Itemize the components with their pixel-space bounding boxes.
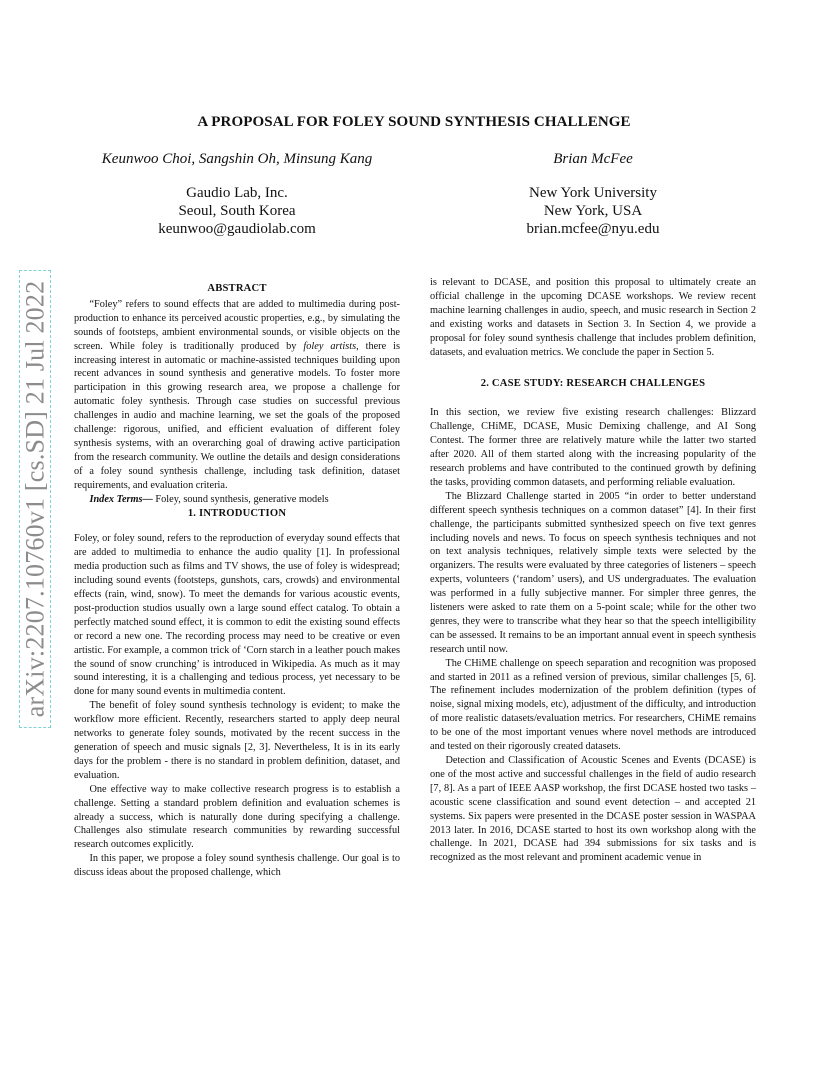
affiliation-line: New York University [529,185,657,201]
author-names: Brian McFee [553,151,633,167]
paragraph: Detection and Classification of Acoustic Scenes and Events (DCASE) is one of the most active and successful challenges in the field of audio research [7, 8]. As a part of IEEE AASP workshop, the first DCASE hosted two tasks – acoustic scene classification and sound event detection – and accepted 21 systems. Six papers were presented in the DCASE poster session in WASPAA 2013 later. In 2016, DCASE started to host its own workshop along with the challenge. In 2021, DCASE had 394 submissions for six tasks and is recognized as the most relevant and prominent academic venue in [430,755,756,864]
abstract-heading: ABSTRACT [207,283,267,294]
paragraph: One effective way to make collective research progress is to establish a challenge. Setting a standard problem definition and evaluation schemes is already a success, which is naturally done during specifying a challenge. Challenges also stimulate research communities by rewarding successful research outcomes explicitly. [74,783,400,851]
paragraph: The Blizzard Challenge started in 2005 “in order to better understand different speech synthesis techniques on a common dataset” [4]. In their first challenge, the participants submitted synthesized speech on five text genres including novels and news. To focus on speech synthesis techniques and not on text analysis techniques, relatively simple texts were selected by the organizers. The results were evaluated by three categories of listeners – speech experts, volunteers (‘random’ users), and US undergraduates. The evaluation was performed in a fully subjective manner. For simpler three genres, the listeners were asked to rate them on a 5-point scale; while for the other two genres, they were to transcribe what they hear so that the speech intelligibility can be assessed. It remains to be an important annual event in speech synthesis research until now. [430,490,756,655]
paragraph: is relevant to DCASE, and position this proposal to ultimately create an official challenge in the upcoming DCASE workshops. We review recent machine learning challenges in audio, speech, and music research in Section 2 and existing works and datasets in Section 3. In Section 4, we provide a proposal for foley sound synthesis challenge that includes problem definition, datasets, and evaluation metrics. We conclude the paper in Section 5. [430,277,756,358]
index-terms-text: Foley, sound synthesis, generative models [152,493,329,505]
paragraph: The benefit of foley sound synthesis technology is evident; to make the workflow more efficient. Recently, researchers started to apply deep neural networks to generate foley sounds, motivated by the recent success in the generation of speech and music signals [2, 3]. Nevertheless, It is in its early days for the problem - there is no standard in problem definition, dataset, and evaluation. [74,700,400,781]
paragraph: In this paper, we propose a foley sound synthesis challenge. Our goal is to discuss ideas about the proposed challenge, which [74,853,400,879]
arxiv-identifier: arXiv:2207.10760v1 [cs.SD] 21 Jul 2022 [20,280,50,718]
affiliation-line: Gaudio Lab, Inc. [186,185,288,201]
author-names: Keunwoo Choi, Sangshin Oh, Minsung Kang [101,151,373,167]
emphasis-foley-artists: foley artists [303,340,357,352]
affiliation-location: Seoul, South Korea [178,203,296,219]
abstract-text: “Foley” refers to sound effects that are added to multimedia during post-production to enhance its perceived acoustic properties, e.g., by simulating the sounds of footsteps, ambient environmental sounds, or visible objects on the screen. While foley is traditionally produced by foley artists, there is increasing interest in automatic or machine-assisted techniques building upon recent advances in sound synthesis and generative models. To foster more participation in this growing research area, we propose a challenge for automatic foley synthesis. Through case studies on successful previous challenges in audio and machine learning, we set the goals of the proposed challenge: rigorous, unified, and efficient evaluation of different foley synthesis systems, with an overarching goal of drawing active participation from the research community. We outline the details and design considerations of a foley sound synthesis challenge, including task definition, dataset requirements, and evaluation criteria. [74,298,400,491]
affiliation-location: New York, USA [543,203,643,219]
right-column [430,276,756,865]
paper-title: A PROPOSAL FOR FOLEY SOUND SYNTHESIS CHALLENGE [197,114,631,130]
author-email: keunwoo@gaudiolab.com [158,221,316,237]
arxiv-link-frame [19,270,51,728]
author-email: brian.mcfee@nyu.edu [526,221,660,237]
left-column [74,282,400,880]
section-heading-case-study: 2. CASE STUDY: RESEARCH CHALLENGES [480,378,706,390]
author-block-left [74,150,400,238]
author-block-right [430,150,756,238]
index-terms-label: Index Terms— [89,493,153,505]
section-heading-introduction: 1. INTRODUCTION [187,507,287,519]
index-terms [74,493,400,507]
arxiv-stamp[interactable] [15,268,55,730]
paragraph: Foley, or foley sound, refers to the reproduction of everyday sound effects that are added to multimedia to enhance the audio quality [1]. In professional media production such as films and TV shows, the use of foley is widespread; including sound events (footsteps, gunshots, cars, crowds) and environmental effects (rain, wind, snow). To meet the demands for various acoustic events, post-production studios usually own a large sound effect catalog. To obtain a perfectly matched sound effect, it is common to edit the existing sound effects or record a new one. The recording process may need to be creative or even artistic. For example, a common trick of ‘Corn starch in a leather pouch makes the sound of snow crunching’ is introduced in Wikipedia. As much as it may sound interesting, it is a challenging and tedious process, yet necessary to be done for many sound events in multimedia content. [74,533,400,698]
paragraph: In this section, we review five existing research challenges: Blizzard Challenge, CHiME, DCASE, Music Demixing challenge, and AI Song Contest. The former three are relatively mature while the latter two started after 2020. All of them started along with the increasing popularity of the research problems and have contributed to the continued growth by defining the tasks, providing common datasets, and performing reliable evaluation. [430,407,756,488]
paragraph: The CHiME challenge on speech separation and recognition was proposed and started in 2011 as a refined version of previous, similar challenges [5, 6]. The refinement includes modernization of the problem definition (types of noise, signal mixing models, etc), adjustment of the difficulty, and introduction of more realistic datasets/evaluation metrics. For researchers, CHiME remains to be one of the most important venues where novel methods are introduced and tested on their rigorously created datasets. [430,657,756,753]
